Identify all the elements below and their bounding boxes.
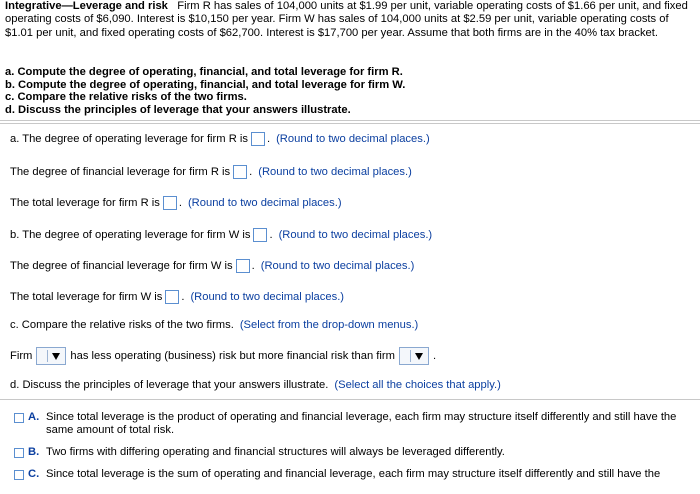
divider [0, 123, 700, 124]
question-label: d. Discuss the principles of leverage that your answers illustrate. [10, 379, 329, 391]
firm-prefix: Firm [10, 350, 33, 362]
task-list [5, 66, 695, 116]
choice-a[interactable] [14, 411, 700, 438]
question-a-dol [10, 130, 430, 148]
checkbox[interactable] [14, 448, 24, 458]
firm-dropdown-1[interactable] [36, 347, 66, 365]
task-b: b. Compute the degree of operating, financial, and total leverage for firm W. [5, 78, 406, 91]
round-hint: (Round to two decimal places.) [276, 133, 430, 145]
answer-input-r-dtl[interactable] [163, 196, 177, 210]
round-hint: (Round to two decimal places.) [258, 166, 412, 178]
question-label: a. The degree of operating leverage for firm R is [10, 133, 248, 145]
problem-title: Integrative—Leverage and risk [5, 0, 168, 12]
question-a-dtl [10, 194, 342, 212]
question-label: c. Compare the relative risks of the two firms. [10, 319, 234, 331]
firm-dropdown-2[interactable] [399, 347, 429, 365]
choice-letter: B. [28, 446, 40, 458]
answer-input-w-dtl[interactable] [165, 290, 179, 304]
question-b-dfl [10, 257, 414, 275]
dropdown-separator [47, 350, 48, 362]
problem-statement [5, 0, 695, 40]
answer-input-r-dfl[interactable] [233, 165, 247, 179]
select-hint: (Select from the drop-down menus.) [239, 319, 419, 331]
period: . [178, 197, 182, 209]
choice-letter: A. [28, 411, 40, 423]
choice-b[interactable] [14, 446, 700, 459]
round-hint: (Round to two decimal places.) [260, 260, 415, 272]
question-label: b. The degree of operating leverage for firm W is [10, 229, 251, 241]
dropdown-separator [410, 350, 411, 362]
choice-c[interactable] [14, 468, 700, 481]
checkbox[interactable] [14, 470, 24, 480]
question-c-heading [10, 316, 418, 334]
answer-input-w-dfl[interactable] [236, 259, 250, 273]
chevron-down-icon [52, 353, 60, 360]
task-c: c. Compare the relative risks of the two firms. [5, 91, 247, 104]
question-c-sentence [10, 346, 436, 366]
period: . [269, 229, 273, 241]
divider [0, 399, 700, 400]
task-d: d. Discuss the principles of leverage that your answers illustrate. [5, 103, 351, 116]
select-hint: (Select all the choices that apply.) [334, 379, 501, 391]
question-b-dol [10, 226, 432, 244]
choice-text: Since total leverage is the product of operating and financial leverage, each firm may structure itself differently and still have the same amount of total risk. [46, 411, 677, 437]
choice-text: Since total leverage is the sum of operating and financial leverage, each firm may structure itself differently and still have the [46, 468, 661, 480]
question-d-heading [10, 376, 501, 394]
comparison-text: has less operating (business) risk but more financial risk than firm [70, 350, 395, 362]
question-label: The total leverage for firm W is [10, 291, 163, 303]
round-hint: (Round to two decimal places.) [187, 197, 342, 209]
question-a-dfl [10, 163, 412, 181]
question-label: The degree of financial leverage for firm R is [10, 166, 231, 178]
question-label: The degree of financial leverage for firm W is [10, 260, 233, 272]
choice-text: Two firms with differing operating and financial structures will always be leveraged differently. [46, 446, 505, 458]
round-hint: (Round to two decimal places.) [278, 229, 433, 241]
question-b-dtl [10, 288, 344, 306]
period: . [432, 350, 437, 362]
round-hint: (Round to two decimal places.) [190, 291, 345, 303]
choice-letter: C. [28, 468, 40, 480]
period: . [249, 166, 253, 178]
period: . [181, 291, 185, 303]
answer-input-r-dol[interactable] [251, 132, 265, 146]
divider [0, 120, 700, 121]
question-label: The total leverage for firm R is [10, 197, 160, 209]
period: . [251, 260, 255, 272]
task-a: a. Compute the degree of operating, financial, and total leverage for firm R. [5, 66, 403, 78]
problem-text: Firm R has sales of 104,000 units at $1.99 per unit, variable operating costs of $1.66 per unit, and fixed operating costs of $6,090. Interest is $10,150 per year. Firm W has sales of 104,000 units at $2.59 per unit, variable operating costs of $1.01 per unit, and fixed operating costs of $62,700. Interest is $17,700 per year. Assume that both firms are in the 40% tax bracket. [5, 0, 688, 39]
answer-input-w-dol[interactable] [253, 228, 267, 242]
period: . [266, 133, 271, 145]
chevron-down-icon [415, 353, 423, 360]
checkbox[interactable] [14, 413, 24, 423]
